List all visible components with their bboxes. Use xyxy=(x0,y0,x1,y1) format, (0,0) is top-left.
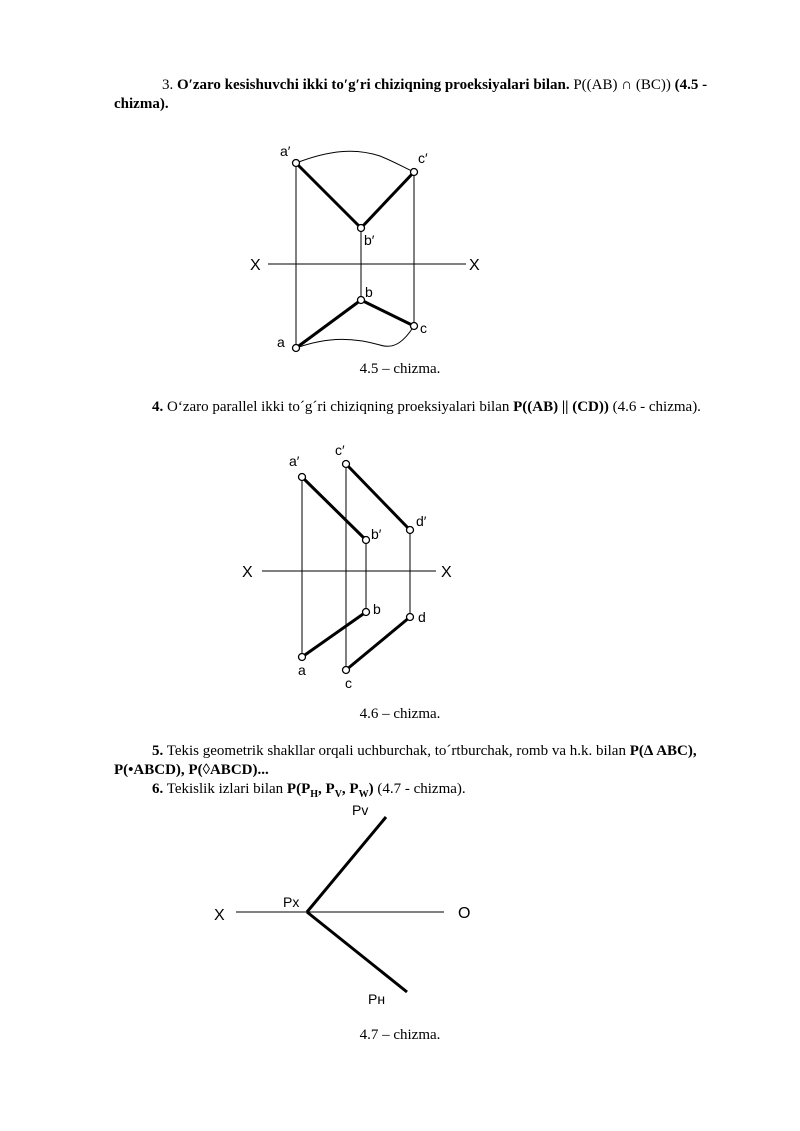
fig46-label-b: b xyxy=(373,601,381,617)
item-3-formula: P((AB) ∩ (BC)) xyxy=(573,77,671,93)
fig46-label-a: a xyxy=(298,662,306,678)
item-6-number: 6. xyxy=(152,781,164,797)
item-6-text: Tekislik izlari bilan xyxy=(166,781,284,797)
item-6-formula: $P(P_H$, $P_V$, $P_W$) xyxy=(286,781,374,800)
fig45-label-b: b xyxy=(365,284,373,300)
fig45-label-b1: b′ xyxy=(364,232,375,248)
item-4-text: Oʻzaro parallel ikki to´g´ri chiziqning proeksiyalari bilan xyxy=(167,399,510,415)
item-5-text: Tekis geometrik shakllar orqali uchburchak, to´rtburchak, romb va h.k. bilan xyxy=(166,743,626,759)
fig45-caption: 4.5 – chizma. xyxy=(359,361,441,377)
fig46-caption: 4.6 – chizma. xyxy=(359,706,441,722)
fig46-label-c: c xyxy=(345,675,352,691)
fig46-label-x-right: X xyxy=(441,564,452,581)
item-3-ref-cont: chizma). xyxy=(114,96,169,112)
item-4-number: 4. xyxy=(152,399,164,415)
fig47-trace-ph xyxy=(307,912,407,992)
fig45-label-a: a xyxy=(277,334,285,350)
fig45-label-c1: c′ xyxy=(418,150,428,166)
fig45-label-x-right: X xyxy=(469,257,480,274)
fig47-label-px: Px xyxy=(283,894,300,910)
item-3-ref: (4.5 - xyxy=(674,77,708,93)
fig47-label-pv: Pv xyxy=(352,802,369,818)
item-5-formula-1: P(Δ ABC), xyxy=(629,743,697,759)
fig45-label-a1: a′ xyxy=(280,143,291,159)
fig47-trace-pv xyxy=(307,817,386,912)
item-4-formula: P((AB) || (CD)) xyxy=(513,399,609,415)
fig47-label-ph: Pн xyxy=(368,991,386,1007)
item-5-number: 5. xyxy=(152,743,164,759)
fig46-label-d1: d′ xyxy=(416,513,427,529)
item-3-number: 3. xyxy=(162,77,174,93)
fig47-label-o: O xyxy=(458,905,471,922)
fig46-label-x-left: X xyxy=(242,564,253,581)
item-6-ref: (4.7 - chizma). xyxy=(377,781,466,797)
item-4-ref: (4.6 - chizma). xyxy=(612,399,701,415)
fig46-label-a1: a′ xyxy=(289,453,300,469)
fig46-label-d: d xyxy=(418,609,426,625)
fig45-label-x-left: X xyxy=(250,257,261,274)
fig47-label-x: X xyxy=(214,907,225,924)
item-5-formula-2: P(•ABCD), P(◊ABCD)... xyxy=(114,762,269,778)
fig46-label-c1: c′ xyxy=(335,442,345,458)
item-3-title: O′zaro kesishuvchi ikki to′g′ri chiziqning proeksiyalari bilan. xyxy=(177,77,570,93)
fig45-label-c: c xyxy=(420,320,427,336)
fig46-label-b1: b′ xyxy=(371,526,382,542)
fig47-caption: 4.7 – chizma. xyxy=(359,1027,441,1043)
